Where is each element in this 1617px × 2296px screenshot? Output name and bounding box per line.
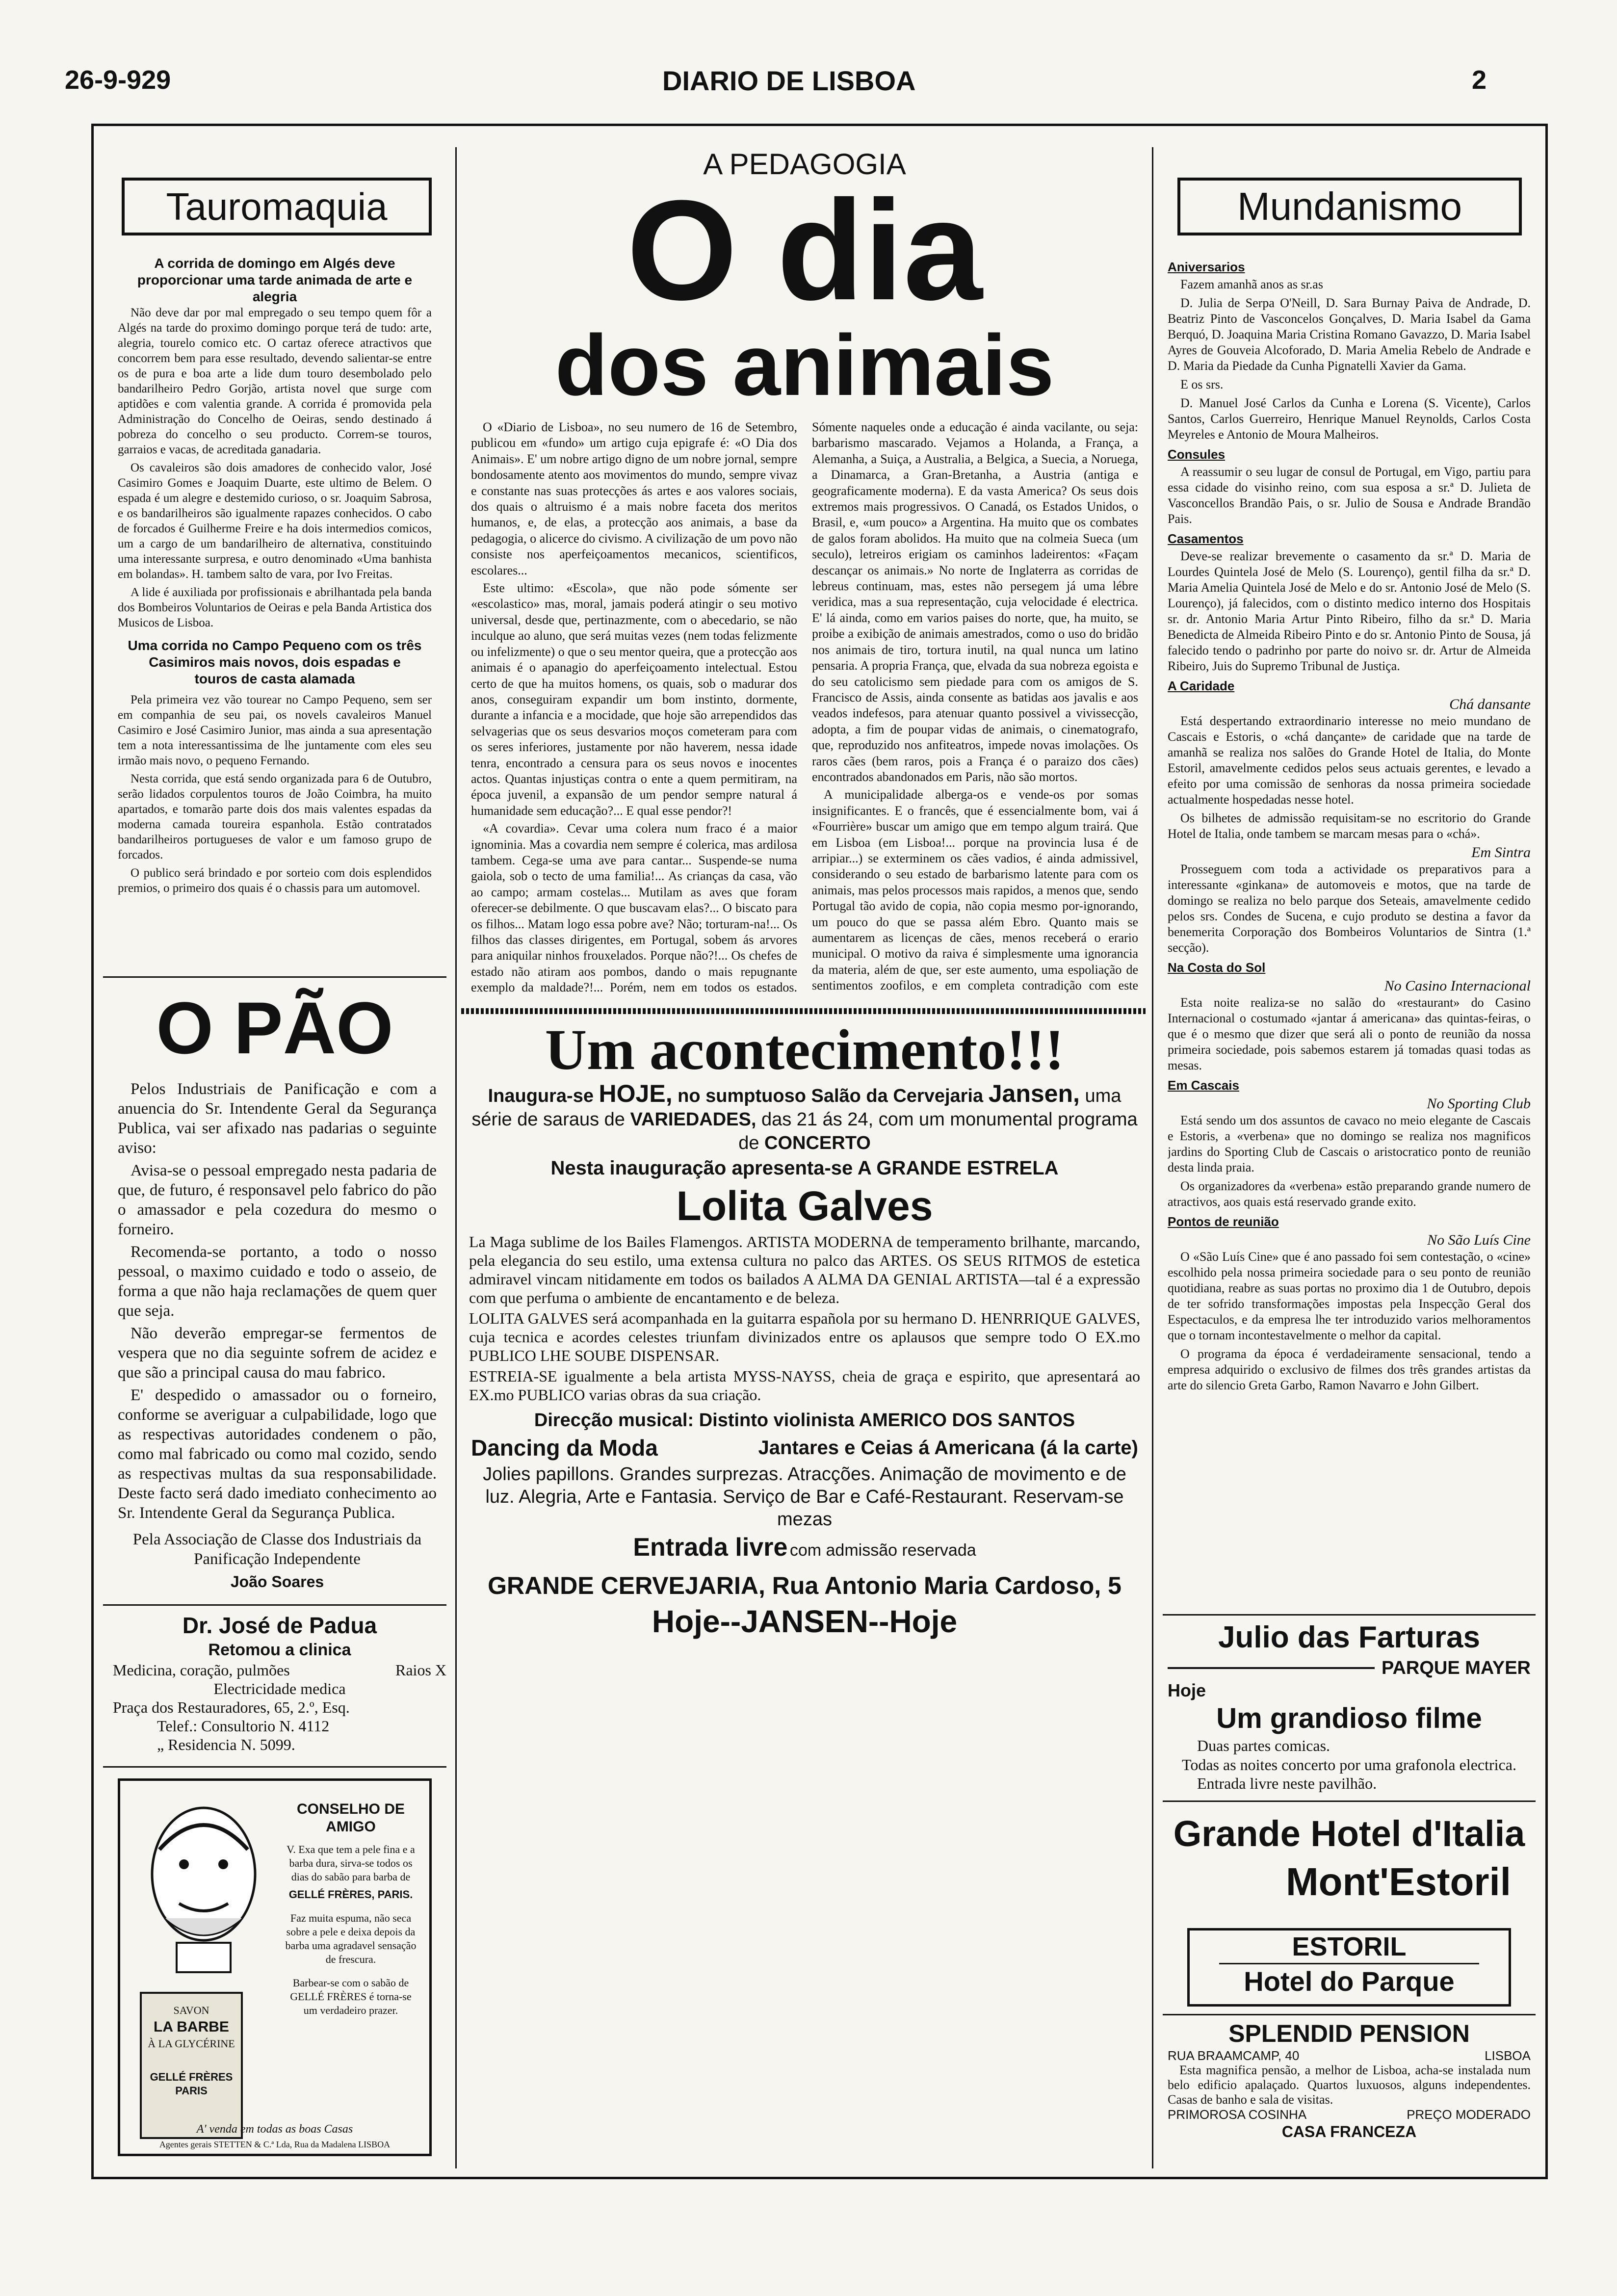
pension-text: Esta magnifica pensão, a melhor de Lisboa, acha-se instalada num belo edificio apalaçado. Quartos luxuosos, alguns independentes. Casas de banho e sala de visitas. <box>1168 2063 1531 2107</box>
farturas-line: Duas partes comicas. <box>1197 1737 1330 1754</box>
tauromaquia-headline-2: Uma corrida no Campo Pequeno com os três Casimiros mais novos, dois espadas e touros de casta alamada <box>128 638 422 686</box>
pension-title: SPLENDID PENSION <box>1228 2020 1470 2047</box>
jansen-dancing <box>466 1435 1143 1461</box>
jansen-paragraph: ESTREIA-SE igualmente a bela artista MYSS-NAYSS, cheia de graça e espirito, que apresentará ao EX.mo PUBLICO varias obras da sua criação. <box>469 1367 1140 1404</box>
soap-box <box>140 1992 243 2139</box>
padua-phone: Telef.: Consultorio N. 4112 <box>157 1717 330 1735</box>
gelle-ad <box>118 1778 432 2156</box>
padua-line: Raios X <box>395 1661 446 1679</box>
jansen-frame-top <box>461 1008 1146 1014</box>
gelle-copy <box>282 1800 419 2017</box>
mundanismo-subheading: No Sporting Club <box>1427 1096 1531 1112</box>
jansen-text: no sumptuoso Salão da Cervejaria <box>678 1086 984 1106</box>
padua-ad <box>113 1612 446 1759</box>
mundanismo-article <box>1168 255 1531 1609</box>
jansen-ad <box>466 1018 1143 2161</box>
jansen-text: CONCERTO <box>764 1133 871 1153</box>
jansen-line: Direcção musical: Distinto violinista AMERICO DOS SANTOS <box>534 1410 1075 1431</box>
tauromaquia-title: Tauromaquia <box>122 178 432 235</box>
separator <box>103 1604 446 1606</box>
outer-frame-left <box>91 124 94 2179</box>
jansen-footer: Hoje--JANSEN--Hoje <box>652 1604 958 1639</box>
paragraph: Está despertando extraordinario interesse no meio mundano de Cascais e Estoris, o «chá dançante» de caridade que na tarde de amanhã se realiza nos salões do Grande Hotel de Italia, do Monte Estoril, amavelmente cedidos pelos seus actuais gerentes, e levado a efeito por uma comissão de senhoras da nossa primeira sociedade actualmente hospedadas nesse hotel. <box>1168 714 1531 807</box>
jansen-address: GRANDE CERVEJARIA, Rua Antonio Maria Cardoso, 5 <box>488 1572 1121 1599</box>
paragraph: Está sendo um dos assuntos de cavaco no meio elegante de Cascais e Estoris, a «verbena» que no domingo se realiza nos magnificos jardins do Sporting Club de Cascais o aristocratico ponto de reunião desta linda praia. <box>1168 1113 1531 1174</box>
mundanismo-subheading: Chá dansante <box>1449 696 1531 712</box>
mundanismo-section-heading: Casamentos <box>1168 531 1244 546</box>
pao-signature: João Soares <box>230 1573 324 1591</box>
jansen-text: Entrada livre <box>633 1533 788 1562</box>
mundanismo-section-heading: A Caridade <box>1168 678 1235 693</box>
estoril-line: Hotel do Parque <box>1219 1963 1479 1999</box>
paragraph: Pelos Industriais de Panificação e com a anuencia do Sr. Intendente Geral da Segurança Publica, vai ser afixado nas padarias o seguinte aviso: <box>118 1080 437 1157</box>
page-date: 26-9-929 <box>65 65 171 95</box>
estoril-line: ESTORIL <box>1292 1932 1407 1961</box>
padua-name: Dr. José de Padua <box>182 1613 377 1638</box>
barber-face-icon <box>130 1791 277 1977</box>
paragraph: D. Manuel José Carlos da Cunha e Lorena (S. Vicente), Carlos Santos, Carlos Guerreiro, Henrique Manuel Reynolds, Carlos Costa Meyreles e Antonio de Moura Malheiros. <box>1168 396 1531 442</box>
arrow-icon <box>1168 1667 1375 1669</box>
paragraph: Prosseguem com toda a actividade os preparativos para a interessante «ginkana» de automoveis e motos, que na tarde de domingo se realiza no belo parque dos Seteais, amavelmente cedido pelos srs. Condes de Sucena, e cujo produto se destina a favor da benemerita Corporação dos Bombeiros Voluntarios de Sintra (1.ª secção). <box>1168 862 1531 955</box>
padua-subtitle: Retomou a clinica <box>208 1641 351 1659</box>
farturas-sub: PARQUE MAYER <box>1381 1658 1531 1678</box>
padua-specialties <box>113 1661 446 1679</box>
mundanismo-title: Mundanismo <box>1177 178 1522 235</box>
estoril-ad <box>1187 1928 1511 2007</box>
jansen-text: HOJE, <box>599 1080 673 1107</box>
farturas-ad <box>1168 1619 1531 1796</box>
pension-city: LISBOA <box>1485 2048 1531 2063</box>
gelle-title: CONSELHO DE AMIGO <box>296 1801 405 1835</box>
paragraph: O «São Luís Cine» que é ano passado foi sem contestação, o «cine» escolhido pela nossa primeira sociedade para o seu ponto de reunião quotidiana, reabre as suas portas no proximo dia 1 de Outubro, depois de ter sofrido transformações impostas pela Inspecção Geral dos Espectaculos, e da empresa lhe ter introduzido varios melhoramentos que o tornam incontestavelmente o melhor da capital. <box>1168 1250 1531 1342</box>
pension-price: PREÇO MODERADO <box>1407 2107 1531 2122</box>
paragraph: D. Julia de Serpa O'Neill, D. Sara Burnay Paiva de Andrade, D. Beatriz Pinto de Vasconcelos Gonçalves, D. Maria Isabel da Gama Berquó, D. Joaquina Maria Cristina Romano Gavazzo, D. Maria Isabel Ayres de Gouveia Alcoforado, D. Maria Amelia Rebelo de Andrade e D. Maria da Piedade da Cunha Pignatelli Xavier da Gama. <box>1168 296 1531 373</box>
farturas-line: Entrada livre neste pavilhão. <box>1197 1774 1377 1792</box>
pedagogia-subtitle: dos animais <box>555 317 1054 414</box>
jansen-text: Inaugura-se <box>488 1086 594 1106</box>
column-rule-1 <box>455 147 457 2168</box>
paragraph: Nesta corrida, que está sendo organizada para 6 de Outubro, serão lidados corpulentos touros de João Coimbra, ha muito apartados, e tomarão parte dois dos mais valentes espadas da moderna camada toureira espanhola. Estão contratados bandarilheiros portugueses de valor e um famoso grupo de forcados. <box>118 772 432 861</box>
pension-ad <box>1168 2019 1531 2166</box>
farturas-line: Todas as noites concerto por uma grafonola electrica. <box>1182 1756 1516 1774</box>
jansen-title: Um acontecimento!!! <box>545 1018 1065 1082</box>
gelle-text: V. Exa que tem a pele fina e a barba dura, sirva-se todos os dias do sabão para barba de <box>287 1843 415 1883</box>
separator <box>1163 1800 1536 1802</box>
mundanismo-section-heading: Aniversarios <box>1168 260 1245 274</box>
jansen-paragraph: LOLITA GALVES será acompanhada en la guitarra española por su hermano D. HENRRIQUE GALVES, cuja tecnica e acordes celestes triunfam divinizados entre os aplausos que sempre todo O EX.mo PUBLICO LHE SOUBE DISPENSAR. <box>469 1309 1140 1364</box>
page-number: 2 <box>1472 65 1487 95</box>
jansen-text: Jantares e Ceias á Americana (á la carte) <box>758 1437 1138 1459</box>
padua-line: Electricidade medica <box>213 1680 346 1697</box>
paragraph: Este ultimo: «Escola», que não pode sómente ser «escolastico» mas, moral, jamais poderá atingir o seu motivo universal, desde que, pertinazmente, com o abecedario, se não inculque ao aluno, que será muitas vezes (nem todas felizmente ou infelizmente) o que o seu mentor queira, que a protecção aos animais é o apanagio do aperfeiçoamento intelectual. Estou certo de que ha muitos homens, os quais, sob o madurar dos anos, conseguiram expandir um bom instinto, dormente, durante a infancia e a mocidade, que hoje são arrependidos das selvagerias que os seus desvarios moços cometeram para com os seres inferiores, justamente por não haverem, nessa idade tenra, encontrado a censura para os seus novos e inocentes actos. Quantas injustiças contra o ente a quem permitiram, na época juvenil, a expansão de um pendor sempre natural á humanidade sem educação?... E qual esse pendor?! <box>471 581 797 818</box>
jansen-text: VARIEDADES, <box>630 1109 756 1130</box>
italia-line: Grande Hotel d'Italia <box>1173 1813 1525 1854</box>
mundanismo-section-heading: Consules <box>1168 447 1226 462</box>
pedagogia-title: O dia <box>626 171 983 330</box>
mundanismo-subheading: Em Sintra <box>1471 844 1531 861</box>
tauromaquia-article <box>118 255 432 962</box>
outer-frame-right <box>1545 124 1548 2179</box>
paragraph: «A covardia». Cevar uma colera num fraco é a maior ignominia. Mas a covardia nem sempre é colerica, mas ardilosa tambem. Cega-se uma ave para cantar... Suspende-se numa gaiola, sob o tecto de uma familia!... As crianças da casa, vão ao campo; armam costelas... Mutilam as aves que foram oferecer-se debilmente. O que buscavam elas?... O biscato para os filhos... Matam logo essa pobre ave? Não; torturam-na!... Os filhos das classes dirigentes, em Portugal, sobem ás arvores para aniquilar ninhos frouxelados. Porque não?!... Os chefes de estado não atiram aos pombos, dando o mais repugnante exemplo da maldade?!... Porém, nem em todos os estados. Sómente naqueles onde a educação é ainda vacilante, ou seja: barbarismo mascarado. Vejamos a Holanda, a França, a Alemanha, a Suiça, a Australia, a Belgica, a Suecia, a Noruega, a Dinamarca, a Gran-Bretanha, a Austria (antiga e geograficamente moderna). E da vasta America? Os seus dois extremos mais progressivos. O Canadá, os Estados Unidos, o Brasil, e, «um pouco» a Argentina. Ha muito que os combates de galos foram abolidos. Ha muito que na colmeia Sueca (um seculo), letreiros erigiam os caminhos ladeirentos: «Façam descançar os animais.» No norte de Inglaterra as corridas de lebreus continuam, mas, estes não persegem já uma lébre veridica, mas a sua representação, cuja velocidade é electrica. E' lá ainda, como em varios paises do norte, que, ha muito, se proibe a exibição de animais amestrados, como o uso do bridão nos animais de tiro, tortura inutil, na qual nunca um latino pensaria. A propria França, que, elvada da sua nobreza egoista e do seu catolicismo sem piedade para com os amigos de S. Francisco de Assis, ainda consente as batidas aos javalis e aos veados indefesos, para atenuar quanto possivel a vivissecção, adopta, a fim de poupar vidas de animais, o cinematografo, que, reproduzido nos anfiteatros, impede novas imolações. Os raros cães (bem raros, pois a França é o paraizo dos cães) encontrados abandonados em Paris, não são mortos. <box>471 420 1138 995</box>
pension-row <box>1168 2107 1531 2122</box>
farturas-sub-row <box>1168 1656 1531 1680</box>
gelle-brand: GELLÉ FRÈRES, PARIS. <box>288 1888 413 1901</box>
farturas-film: Um grandioso filme <box>1216 1702 1482 1734</box>
paragraph: E' despedido o amassador ou o forneiro, conforme se averiguar a culpabilidade, logo que as respectivas autoridades condenem o pão, como mal fabricado ou como mal cozido, sendo as respectivas multas da sua responsabilidade. Deste facto será dado imediato conhecimento ao Sr. Intendente Geral da Segurança Publica. <box>118 1386 437 1522</box>
jansen-line: Nesta inauguração apresenta-se A GRANDE ESTRELA <box>550 1157 1059 1179</box>
italia-ad <box>1168 1810 1531 1913</box>
outer-frame-bottom <box>91 2177 1547 2179</box>
gelle-footer: Agentes gerais STETTEN & C.ª Lda, Rua da Madalena LISBOA <box>159 2139 391 2149</box>
paragraph: A reassumir o seu lugar de consul de Portugal, em Vigo, partiu para essa cidade do visinho reino, com sua esposa a sr.ª D. Julieta de Vasconcellos Brandão Pais, o sr. Julio de Sousa e Andrade Brandão Pais. <box>1168 465 1531 526</box>
paragraph: Fazem amanhã anos as sr.as <box>1180 277 1323 291</box>
outer-frame-top <box>91 124 1547 126</box>
paragraph: Deve-se realizar brevemente o casamento da sr.ª D. Maria de Lourdes Quintela José de Melo (S. Lourenço), gentil filha da sr.ª D. Maria Amelia Quintela José de Melo e do sr. Antonio José de Melo (S. Lourenço), já falecidos, com o distinto medico interno dos Hospitais sr. dr. Antonio Maria Artur Pinto Ribeiro, filho da sr.ª D. Maria Benedicta de Almeida Ribeiro Pinto e do sr. Antonio Pinto de Sousa, já falecido tendo o padrinho por parte do noivo sr. dr. Artur de Almeida Ribeiro, Juis do Supremo Tribunal de Justiça. <box>1168 549 1531 673</box>
paragraph: Não deverão empregar-se fermentos de vespera que no dia seguinte sofrem de acidez e que são a principal causa do mau fabrico. <box>118 1325 437 1382</box>
paragraph: Pela primeira vez vão tourear no Campo Pequeno, sem ser em companhia de seu pai, os novels cavaleiros Manuel Casimiro e José Casimiro Junior, mas ainda a sua apresentação tem a nota interessantissima de lhe juntamente com eles seu irmão mais novo, o pequeno Fernando. <box>118 693 432 767</box>
italia-line: Mont'Estoril <box>1286 1860 1511 1904</box>
soap-label: À LA GLYCÉRINE <box>148 2037 235 2050</box>
paragraph: O «Diario de Lisboa», no seu numero de 16 de Setembro, publicou em «fundo» um artigo cuja epigrafe é: «O Dia dos Animais». E' um nobre artigo digno de um nobre jornal, sempre bondosamente atento aos movimentos do mundo, sempre vivaz e constante nas suas protecções ás artes e aos valores sociais, dos quais o altruismo é a mais nobre faceta dos meritos humanos, e, de elas, a protecção aos animais, a base da pedagogia, o alicerce do civismo. A civilização de um povo não consiste nos aperfeiçoamentos mecanicos, scientificos, escolares... <box>471 420 797 577</box>
farturas-title: Julio das Farturas <box>1218 1620 1481 1654</box>
jansen-line: Jolies papillons. Grandes surprezas. Atracções. Animação de movimento e de luz. Alegria, Arte e Fantasia. Serviço de Bar e Café-Restaurant. Reservam-se mezas <box>483 1464 1126 1530</box>
jansen-text: Jansen, <box>988 1080 1080 1107</box>
jansen-text: das 21 ás 24, com um monumental programa de <box>738 1109 1138 1153</box>
pension-house: CASA FRANCEZA <box>1281 2123 1417 2140</box>
paragraph: A municipalidade alberga-os e vende-os por somas insignificantes. E o francês, que é essencialmente bom, vai á «Fourrière» buscar um amigo que em tempo algum trairá. Que em Lisboa (em Lisboa!... porque na provincia lusa é de arripiar...) se exterminem os cães vadios, é ainda admissivel, considerando o seu estado de barbarismo latente para com os animais, mas pelos processos mais rapidos, a menos que, sendo Portugal tão avido de copia, não copia mesmo por-ignorando, um pouco do que se passa além Ebro. Quanto mais se aumentarem as licenças de cães, menos receberá o erario municipal. O motivo da raiva é simplesmente uma ignorancia da materia, além de que, ser este aumento, uma espoliação de sentimentos zoofilos, e em completa contradição com este <box>812 787 1138 993</box>
mundanismo-subheading: No São Luís Cine <box>1427 1232 1531 1248</box>
pao-title: O PÃO <box>156 987 393 1069</box>
paragraph: E os srs. <box>1180 377 1224 391</box>
paragraph: Os cavaleiros são dois amadores de conhecido valor, José Casimiro Gomes e Joaquim Duarte, este ultimo de Belem. O espada é um alegre e destemido curioso, o sr. Joaquim Sabrosa, e os bandarilheiros são igualmente rapazes conhecidos. O cabo de forcados é Guilherme Freire e ha dois intermedios comicos, um a cargo de um bandarilheiro de alternativa, constituindo uma interessante surpresa, e outro denominado «Uma banhista em bolandas». H. tambem salto de vara, por Ivo Freitas. <box>118 461 432 581</box>
paragraph: Avisa-se o pessoal empregado nesta padaria de que, de futuro, é responsavel pelo fabrico do pão o amassador e pela cozedura do mesmo o forneiro. <box>118 1162 437 1238</box>
padua-line: Medicina, coração, pulmões <box>113 1661 290 1679</box>
jansen-text: com admissão reservada <box>789 1541 976 1560</box>
paragraph: Não deve dar por mal empregado o seu tempo quem fôr a Algés na tarde do proximo domingo porque terá de tudo: arte, alegria, tourelo comico etc. O cartaz oferece atractivos que concorrem bem para esse resultado, devendo salientar-se entre os de pura e boa arte a lide dum touro desembolado pelo bandarilheiro Pedro Gorjão, artista novel que surge com aptidões e com valentia grande. A corrida é promovida pela Administração do Concelho de Oeiras, sendo destinado á pobreza do concelho o seu producto. Correm-se touros, garraios e vacas, de acreditada ganadaria. <box>118 306 432 456</box>
pension-address-row <box>1168 2048 1531 2063</box>
mundanismo-section-heading: Em Cascais <box>1168 1078 1239 1093</box>
pension-kitchen: PRIMOROSA COSINHA <box>1168 2107 1307 2122</box>
masthead-title: DIARIO DE LISBOA <box>662 65 916 96</box>
separator <box>103 976 446 978</box>
padua-address: Praça dos Restauradores, 65, 2.º, Esq. <box>113 1698 350 1716</box>
mundanismo-section-heading: Pontos de reunião <box>1168 1214 1279 1229</box>
paragraph: Pela Associação de Classe dos Industriais da Panificação Independente <box>132 1531 422 1568</box>
jansen-intro <box>466 1082 1143 1155</box>
mundanismo-subheading: No Casino Internacional <box>1384 978 1531 994</box>
soap-label: SAVON <box>173 2004 209 2016</box>
gelle-text: Faz muita espuma, não seca sobre a pele e deixa depois da barba uma agradavel sensação de frescura. <box>285 1912 417 1965</box>
farturas-hoje: Hoje <box>1168 1680 1206 1700</box>
separator <box>1163 1614 1536 1616</box>
jansen-entry <box>466 1533 1143 1568</box>
gelle-footer: A' venda em todas as boas Casas <box>196 2123 353 2136</box>
pedagogia-kicker: A PEDAGOGIA <box>703 148 906 181</box>
soap-label: GELLÉ FRÈRES PARIS <box>150 2071 233 2097</box>
paragraph: A lide é auxiliada por profissionais e abrilhantada pela banda dos Bombeiros Voluntarios de Oeiras e pela Banda Artistica dos Musicos de Lisboa. <box>118 586 432 629</box>
soap-label: LA BARBE <box>154 2019 229 2035</box>
paragraph: O programa da época é verdadeiramente sensacional, tendo a empresa adquirido o exclusivo de filmes dos três grandes artistas da arte do silencio Greta Garbo, Ramon Navarro e John Gilbert. <box>1168 1347 1531 1392</box>
jansen-text: Dancing da Moda <box>471 1435 658 1461</box>
pao-article <box>118 1079 437 1594</box>
mundanismo-section-heading: Na Costa do Sol <box>1168 960 1266 975</box>
separator <box>1163 2014 1536 2015</box>
jansen-star: Lolita Galves <box>676 1183 933 1229</box>
separator <box>103 1766 446 1768</box>
gelle-text: Barbear-se com o sabão de GELLÉ FRÈRES é torna-se um verdadeiro prazer. <box>290 1977 412 2016</box>
jansen-paragraph: La Maga sublime de los Bailes Flamengos. ARTISTA MODERNA de temperamento brilhante, marcando, pela elegancia do seu estilo, uma extensa cultura no palco das ARTES. OS SEUS RITMOS de estetica admiravel vincam nitidamente em todos os bailados A ALMA DA GENIAL ARTISTA—tal é a expressão com que perfuma o ambiente de encantamento e de beleza. <box>469 1233 1140 1306</box>
column-rule-2 <box>1152 147 1153 2168</box>
paragraph: Esta noite realiza-se no salão do «restaurant» do Casino Internacional o costumado «jantar á americana» das quintas-feiras, o que é o mesmo que dizer que será ali o ponto de reunião da nossa primeira sociedade, pois sabemos estarem já tomadas quasi todas as mesas. <box>1168 995 1531 1072</box>
paragraph: Os organizadores da «verbena» estão preparando grande numero de atractivos, aos quais está reservado grande exito. <box>1168 1179 1531 1209</box>
paragraph: Os bilhetes de admissão requisitam-se no escritorio do Grande Hotel de Italia, onde tambem se marcam mesas para o «chá». <box>1168 811 1531 841</box>
jansen-text: uma série de saraus de <box>471 1086 1121 1130</box>
pedagogia-article <box>471 419 1138 998</box>
padua-phone: „ Residencia N. 5099. <box>157 1736 295 1753</box>
paragraph: O publico será brindado e por sorteio com dois esplendidos premios, o primeiro dos quais é o chassis para um automovel. <box>118 866 432 895</box>
pension-address: RUA BRAAMCAMP, 40 <box>1168 2048 1300 2063</box>
tauromaquia-headline-1: A corrida de domingo em Algés deve proporcionar uma tarde animada de arte e alegria <box>137 256 413 304</box>
paragraph: Recomenda-se portanto, a todo o nosso pessoal, o maximo cuidado e todo o asseio, de forma a que não haja reclamações de quem quer que seja. <box>118 1243 437 1320</box>
